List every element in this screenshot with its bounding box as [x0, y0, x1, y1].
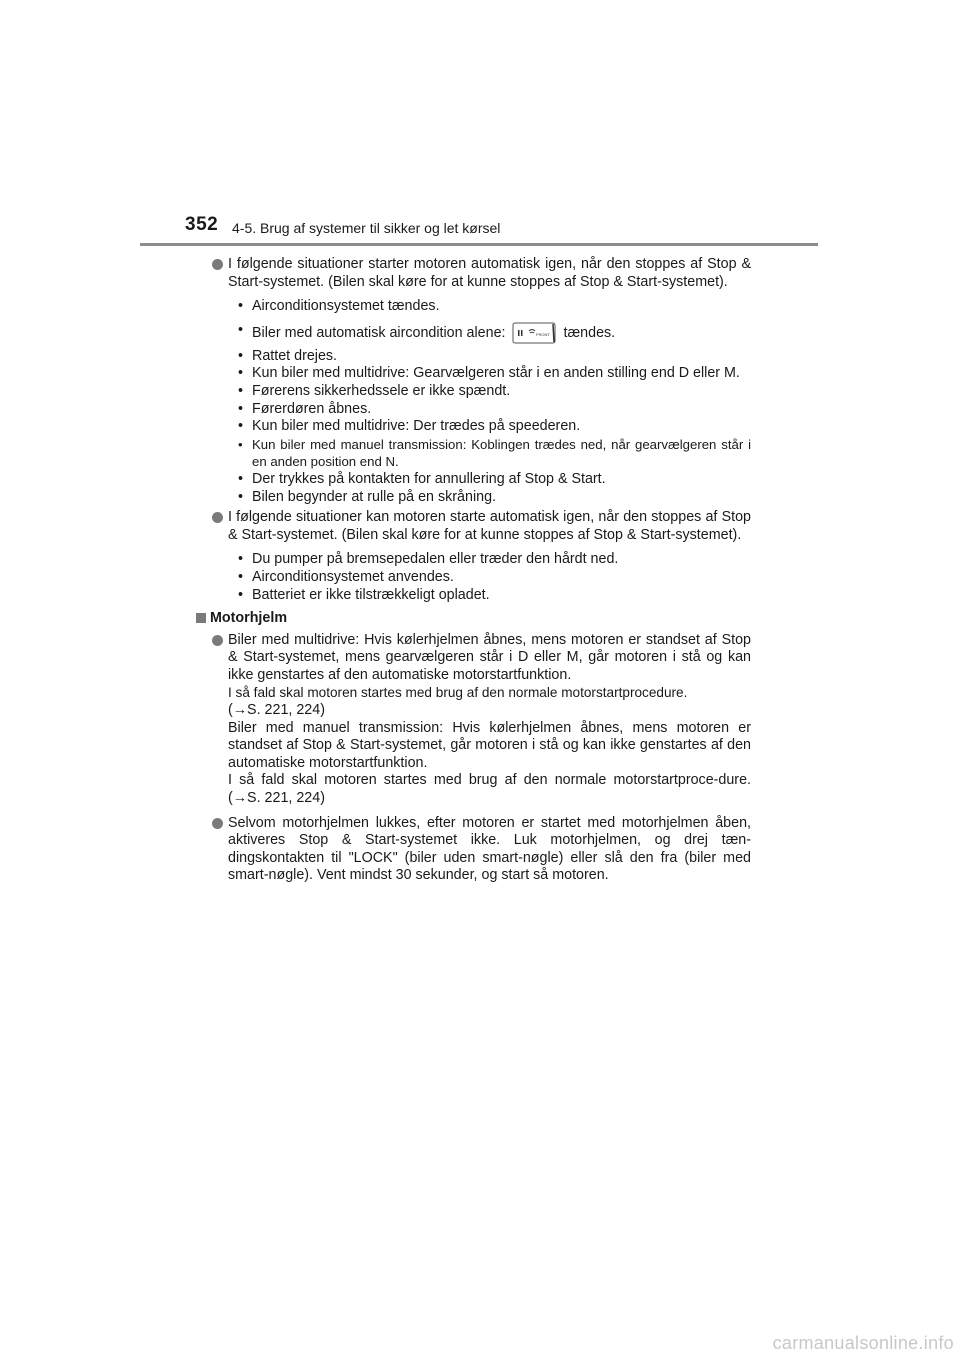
watermark-text: carmanualsonline.info — [772, 1333, 954, 1353]
svg-text:FRONT: FRONT — [535, 331, 550, 337]
circle-bullet-icon — [212, 512, 223, 523]
front-defroster-button-icon — [512, 322, 556, 344]
bullet-paragraph-may-restart — [210, 509, 751, 544]
bullet-paragraph-hood-open: Biler med multidrive: Hvis kølerhjelmen åbnes, mens motoren er standset af Stop & Start-systemet, mens gearvælgeren står i D eller M, går motoren i stå og kan ikke genstartes af den automatiske motorstartfunktion. I så fald skal motoren startes med brug af den normale motorstartprocedure. (→S. 221, 224) Biler med manuel transmission: Hvis kølerhjelmen åbnes, mens motoren er standset af Stop & Start-systemet, går motoren i stå og kan ikke genstartes af den automatiske motorstartfunktion. I så fald skal motoren startes med brug af den normale motorstartproce-dure. (→S. 221, 224) — [210, 632, 751, 808]
list-item: • Førerdøren åbnes. — [238, 401, 751, 419]
list-item: • Førerens sikkerhedssele er ikke spændt. — [238, 383, 751, 401]
list-item: • Du pumper på bremsepedalen eller træder den hårdt ned. — [238, 551, 751, 569]
list-item: • Airconditionsystemet tændes. — [238, 298, 751, 316]
square-bullet-icon — [196, 613, 206, 623]
circle-bullet-icon — [212, 635, 223, 646]
restart-condition-list — [238, 298, 751, 506]
list-item: • Airconditionsystemet anvendes. — [238, 569, 751, 587]
list-item: • Batteriet er ikke tilstrækkeligt opladet. — [238, 587, 751, 605]
list-item: • Kun biler med multidrive: Der trædes på speederen. — [238, 418, 751, 436]
bullet-paragraph-restart — [210, 256, 751, 291]
circle-bullet-icon — [212, 259, 223, 270]
list-item: • Bilen begynder at rulle på en skråning. — [238, 489, 751, 507]
list-item: • Biler med automatisk aircondition alene: FRONT tændes. — [238, 322, 751, 344]
list-item: • Der trykkes på kontakten for annullering af Stop & Start. — [238, 471, 751, 489]
section-title: 4-5. Brug af systemer til sikker og let kørsel — [232, 220, 501, 236]
page-number: 352 — [185, 214, 219, 235]
list-item: • Rattet drejes. — [238, 348, 751, 366]
circle-bullet-icon — [212, 818, 223, 829]
header-divider — [140, 243, 818, 246]
bullet-paragraph-hood-closed: Selvom motorhjelmen lukkes, efter motoren er startet med motorhjelmen åben, aktiveres Stop & Start-systemet ikke. Luk motorhjelmen, og drej tæn-dingskontakten til "LOCK" (biler uden smart-nøgle) eller slå den fra (biler med smart-nøgle). Vent mindst 30 sekunder, og start så motoren. — [210, 815, 751, 885]
paragraph-text: I følgende situationer kan motoren starte automatisk igen, når den stoppes af Stop & Start-systemet. (Bilen skal køre for at kunne stoppes af Stop & Start-systemet). — [228, 509, 751, 543]
may-restart-condition-list — [238, 551, 751, 604]
list-item: • Kun biler med multidrive: Gearvælgeren står i en anden stilling end D eller M. — [238, 365, 751, 383]
paragraph-text: I følgende situationer starter motoren automatisk igen, når den stoppes af Stop & Start-systemet. (Bilen skal køre for at kunne stoppes af Stop & Start-systemet). — [228, 256, 751, 290]
page-content — [210, 256, 751, 891]
section-heading-motorhjelm: Motorhjelm — [196, 610, 751, 628]
list-item: • Kun biler med manuel transmission: Koblingen trædes ned, når gearvælgeren står i en anden position end N. — [238, 436, 751, 471]
